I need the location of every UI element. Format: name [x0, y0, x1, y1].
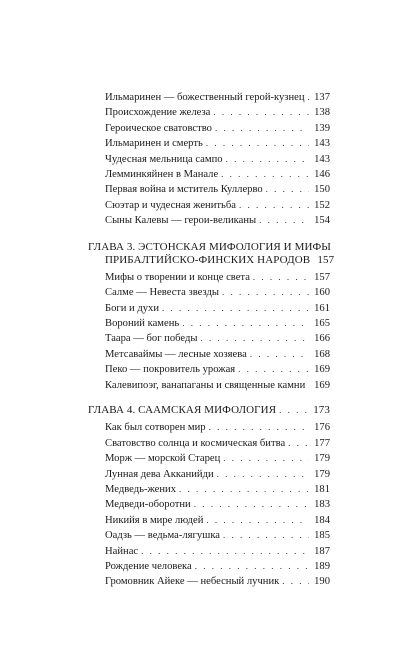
page-number: 185: [314, 530, 330, 542]
page-number: 165: [314, 318, 330, 330]
leader-dots: [179, 483, 309, 495]
leader-dots: [239, 199, 309, 211]
toc-entry[interactable]: [88, 452, 330, 467]
leader-dots: [308, 379, 309, 391]
page-number: 189: [314, 560, 330, 572]
entry-title: Найнас: [105, 545, 139, 557]
page-number: 157: [314, 271, 330, 283]
chapter-heading: [88, 404, 330, 419]
page-number: 181: [314, 483, 330, 495]
page-number: 157: [317, 253, 335, 266]
entry-title: Ильмаринен — божественный герой-кузнец: [105, 92, 305, 103]
toc-entry[interactable]: [88, 106, 330, 121]
page-number: 179: [314, 468, 330, 480]
leader-dots: [250, 348, 309, 360]
page-number: 166: [314, 333, 330, 345]
toc-entry[interactable]: [88, 437, 330, 452]
toc-entry[interactable]: [88, 286, 330, 301]
toc-entry[interactable]: [88, 199, 330, 214]
toc-entry[interactable]: [88, 575, 330, 590]
page-number: 168: [314, 348, 330, 360]
page-number: 139: [314, 122, 330, 134]
entry-title: Медведи-оборотни: [105, 499, 191, 511]
leader-dots: [223, 529, 309, 541]
leader-dots: [215, 122, 309, 134]
toc-entry[interactable]: [88, 560, 330, 575]
page-number: 146: [314, 168, 330, 180]
leader-dots: [182, 317, 309, 329]
toc-entry[interactable]: [88, 317, 330, 332]
toc-entry[interactable]: [88, 468, 330, 483]
leader-dots: [206, 137, 309, 149]
page-number: 169: [314, 364, 330, 376]
leader-dots: [266, 183, 309, 195]
entry-title: Медведь-жених: [105, 483, 177, 495]
toc-entry[interactable]: [88, 153, 330, 168]
page-number: 190: [314, 576, 330, 588]
page-number: 179: [314, 453, 330, 465]
page-number: 169: [314, 379, 330, 391]
leader-dots: [222, 286, 309, 298]
entry-title: Метсаваймы — лесные хозяева: [105, 348, 247, 360]
page-number: 161: [314, 302, 330, 314]
toc-entry[interactable]: [88, 348, 330, 363]
entry-title: Сюэтар и чудесная женитьба: [105, 199, 236, 211]
entry-title: Как был сотворен мир: [105, 422, 206, 434]
entry-title: Чудесная мельница сампо: [105, 153, 223, 165]
toc-entry[interactable]: [88, 529, 330, 544]
page-number: 173: [313, 404, 330, 417]
toc-entry[interactable]: [88, 363, 330, 378]
leader-dots: [308, 91, 309, 103]
leader-dots: [200, 332, 309, 344]
page-number: 137: [314, 92, 330, 103]
toc-entry[interactable]: [88, 91, 330, 106]
chapter-title-text: ГЛАВА 4. САAМСКАЯ МИФОЛОГИЯ: [88, 404, 277, 417]
entry-title: Рождение человека: [105, 560, 192, 572]
entry-title: Мифы о творении и конце света: [105, 271, 250, 283]
leader-dots: [194, 498, 309, 510]
toc-entry[interactable]: [88, 214, 330, 229]
entry-title: Лемминкяйнен в Манале: [105, 168, 219, 180]
entry-title: Морж — морской Старец: [105, 453, 221, 465]
leader-dots: [221, 168, 309, 180]
leader-dots: [217, 468, 309, 480]
toc-entry[interactable]: [88, 498, 330, 513]
chapter-heading-line: ГЛАВА 3. ЭСТОНСКАЯ МИФОЛОГИЯ И МИФЫ: [88, 240, 331, 253]
leader-dots: [206, 514, 309, 526]
page-number: 177: [314, 437, 330, 449]
entry-title: Первая война и мститель Куллерво: [105, 184, 263, 196]
toc-entry[interactable]: [88, 379, 330, 394]
leader-dots: [213, 106, 309, 118]
toc-entry[interactable]: [88, 271, 330, 286]
toc-entry[interactable]: [88, 302, 330, 317]
entry-title: Лунная дева Акканийди: [105, 468, 214, 480]
entry-title: Никийя в мире людей: [105, 514, 204, 526]
page-number: 183: [314, 499, 330, 511]
page-number: 160: [314, 287, 330, 299]
leader-dots: [253, 271, 309, 283]
chapter-heading-line[interactable]: [88, 253, 335, 269]
toc-entry[interactable]: [88, 514, 330, 529]
entry-title: Сватовство солнца и космическая битва: [105, 437, 286, 449]
entry-title: Героическое сватовство: [105, 122, 212, 134]
chapter-title-text: ПРИБАЛТИЙСКО-ФИНСКИХ НАРОДОВ: [105, 253, 311, 266]
page-number: 150: [314, 184, 330, 196]
chapter-heading-line[interactable]: [88, 404, 330, 419]
entry-title: Пеко — покровитель урожая: [105, 364, 236, 376]
entry-title: Калевипоэг, ванапаганы и священные камни: [105, 379, 306, 391]
leader-dots: [279, 404, 309, 416]
entry-title: Сыны Калевы — герои-великаны: [105, 215, 257, 227]
table-of-contents: [88, 91, 335, 591]
leader-dots: [141, 545, 309, 557]
toc-entry[interactable]: [88, 137, 330, 152]
page-number: 143: [314, 153, 330, 165]
toc-entry[interactable]: [88, 168, 330, 183]
page-number: 187: [314, 545, 330, 557]
chapter-heading: [88, 240, 335, 269]
entry-title: Салме — Невеста звезды: [105, 287, 219, 299]
page-number: 154: [314, 215, 330, 227]
entry-title: Ильмаринен и смерть: [105, 138, 203, 150]
page-number: 152: [314, 199, 330, 211]
leader-dots: [195, 560, 309, 572]
leader-dots: [238, 363, 309, 375]
leader-dots: [209, 421, 309, 433]
leader-dots: [288, 437, 309, 449]
toc-entry[interactable]: [88, 421, 330, 436]
entry-title: Громовник Айеке — небесный лучник: [105, 576, 280, 588]
toc-entry[interactable]: [88, 332, 330, 347]
leader-dots: [223, 452, 309, 464]
page-number: 176: [314, 422, 330, 434]
leader-dots: [162, 302, 309, 314]
page-number: 138: [314, 107, 330, 119]
toc-entry[interactable]: [88, 545, 330, 560]
leader-dots: [282, 575, 309, 587]
page-number: 184: [314, 514, 330, 526]
entry-title: Оадзь — ведьма-лягушка: [105, 530, 221, 542]
entry-title: Боги и духи: [105, 302, 160, 314]
page-number: 143: [314, 138, 330, 150]
toc-entry[interactable]: [88, 122, 330, 137]
toc-entry[interactable]: [88, 183, 330, 198]
entry-title: Происхождение железа: [105, 107, 211, 119]
entry-title: Вороний камень: [105, 318, 180, 330]
toc-entry[interactable]: [88, 483, 330, 498]
leader-dots: [226, 153, 309, 165]
leader-dots: [259, 214, 309, 226]
entry-title: Таара — бог победы: [105, 333, 198, 345]
